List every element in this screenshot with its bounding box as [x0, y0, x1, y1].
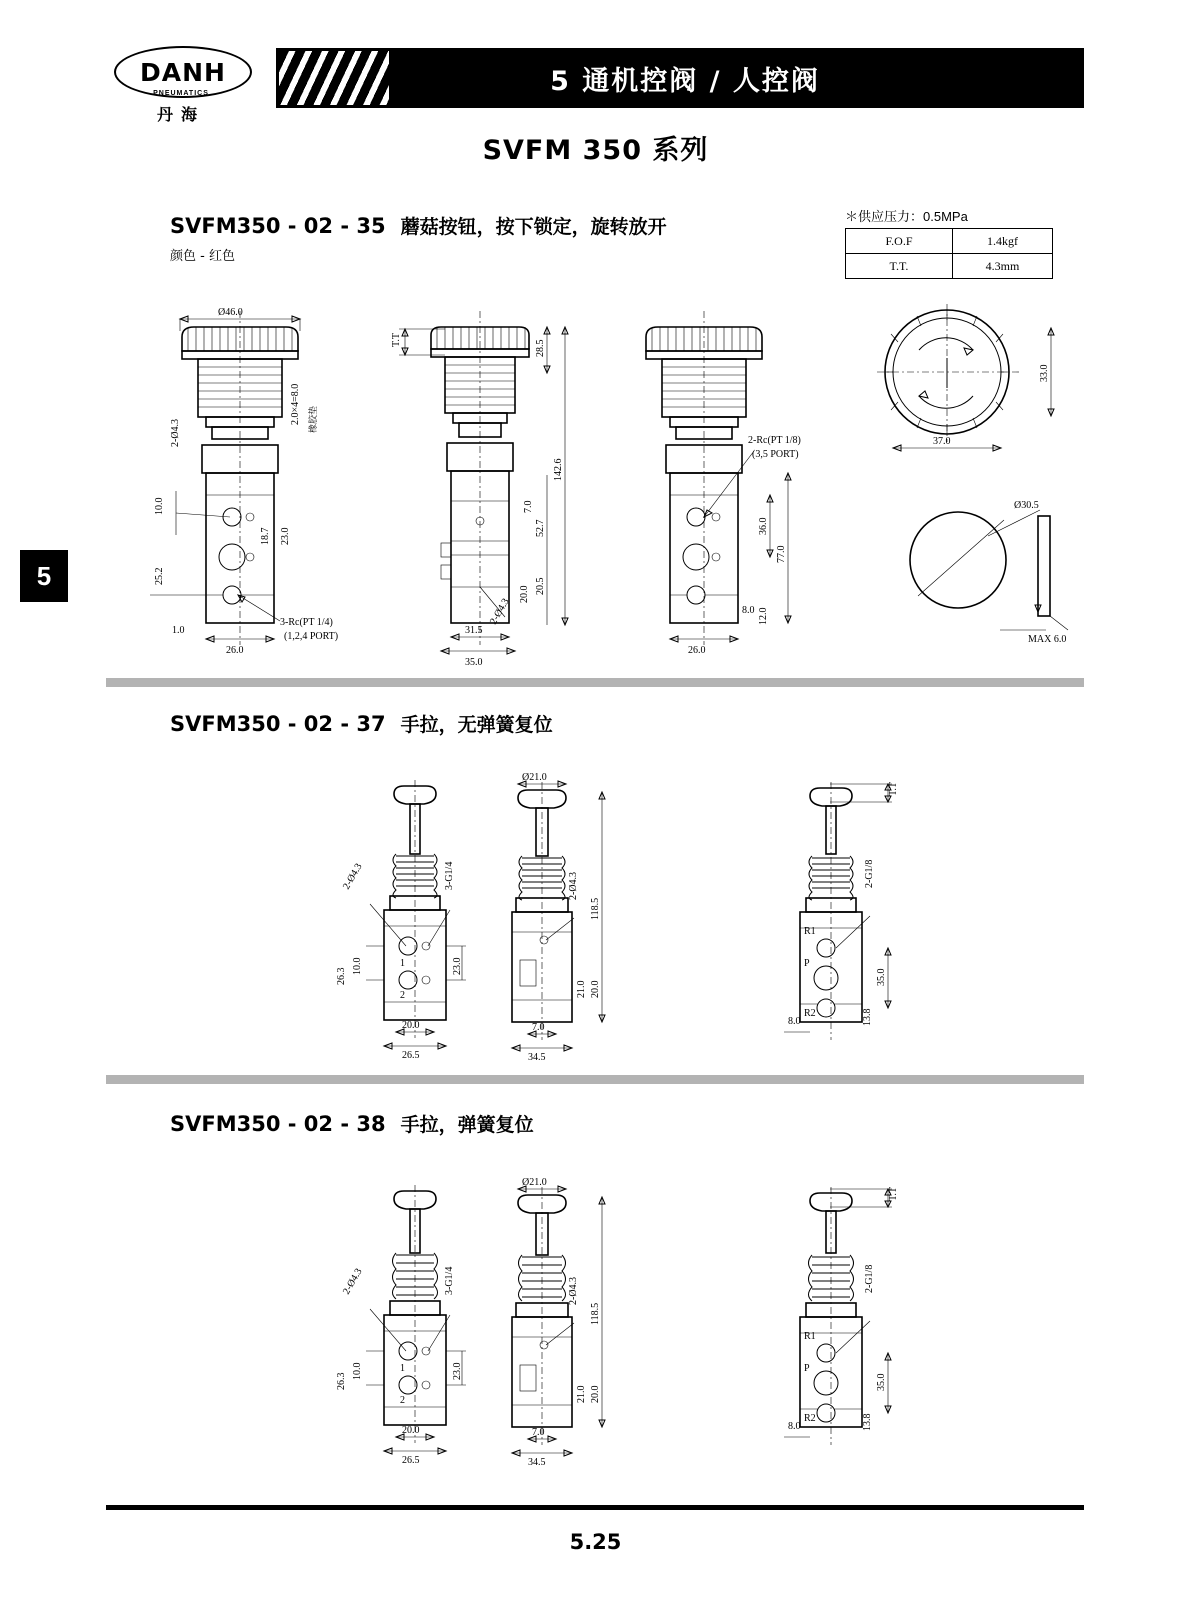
- svg-text:26.5: 26.5: [402, 1050, 420, 1060]
- section-heading-37: [170, 710, 553, 737]
- drawing-35-top-view: [855, 300, 1085, 460]
- table-row: [846, 254, 1053, 279]
- svg-text:26.3: 26.3: [336, 967, 347, 985]
- svg-text:20.0: 20.0: [590, 1385, 601, 1403]
- svg-text:1: 1: [400, 1363, 405, 1374]
- svg-text:P: P: [804, 958, 810, 969]
- svg-text:Ø21.0: Ø21.0: [522, 1177, 547, 1188]
- pressure-table: [845, 228, 1053, 279]
- svg-text:36.0: 36.0: [758, 517, 769, 535]
- brand-logo: [106, 46, 256, 126]
- svg-text:52.7: 52.7: [535, 519, 546, 537]
- section-code-35: SVFM350 - 02 - 35: [170, 214, 386, 238]
- svg-text:35.0: 35.0: [465, 657, 483, 668]
- svg-text:2-Ø4.3: 2-Ø4.3: [341, 861, 365, 892]
- svg-text:7.0: 7.0: [532, 1022, 545, 1033]
- tt-value: 4.3mm: [953, 254, 1053, 279]
- svg-text:35.0: 35.0: [876, 1373, 887, 1391]
- drawing-35-rear-view: [630, 295, 870, 675]
- svg-text:Ø30.5: Ø30.5: [1014, 500, 1039, 511]
- drawing-38-side-view: [470, 1175, 670, 1465]
- svg-text:Ø21.0: Ø21.0: [522, 772, 547, 783]
- svg-text:28.5: 28.5: [535, 339, 546, 357]
- svg-text:3-G1/4: 3-G1/4: [444, 1266, 455, 1295]
- svg-text:10.0: 10.0: [154, 497, 165, 515]
- drawing-37-side-view: [470, 770, 670, 1060]
- svg-text:8.0: 8.0: [788, 1016, 801, 1027]
- hatch-stripes-icon: [279, 51, 389, 105]
- svg-text:26.0: 26.0: [688, 645, 706, 656]
- svg-text:R1: R1: [804, 1331, 816, 1342]
- svg-text:2: 2: [400, 990, 405, 1001]
- logo-wordmark: DANH: [140, 57, 226, 87]
- svg-text:2-Ø4.3: 2-Ø4.3: [341, 1266, 365, 1297]
- logo-subtext: PNEUMATICS: [153, 90, 209, 97]
- svg-text:35.0: 35.0: [876, 968, 887, 986]
- svg-text:23.0: 23.0: [452, 957, 463, 975]
- svg-text:23.0: 23.0: [452, 1362, 463, 1380]
- svg-text:2-Ø4.3: 2-Ø4.3: [568, 871, 579, 900]
- drawing-35-side-view: [385, 295, 645, 675]
- svg-text:8.0: 8.0: [742, 605, 755, 616]
- section-divider-1: [106, 678, 1084, 687]
- svg-text:10.0: 10.0: [352, 957, 363, 975]
- svg-text:26.0: 26.0: [226, 645, 244, 656]
- svg-text:142.6: 142.6: [553, 458, 564, 481]
- svg-text:2-Ø4.3: 2-Ø4.3: [568, 1276, 579, 1305]
- drawing-38-rear-view: [770, 1175, 980, 1465]
- svg-text:10.0: 10.0: [352, 1362, 363, 1380]
- svg-text:2-Rc(PT 1/8): 2-Rc(PT 1/8): [748, 435, 801, 446]
- svg-text:1.0: 1.0: [172, 625, 185, 636]
- svg-text:7.0: 7.0: [532, 1427, 545, 1438]
- svg-text:21.0: 21.0: [576, 980, 587, 998]
- svg-text:12.0: 12.0: [758, 607, 769, 625]
- drawing-35-front-view: [120, 295, 400, 675]
- svg-text:P: P: [804, 1363, 810, 1374]
- svg-text:Ø46.0: Ø46.0: [218, 307, 243, 318]
- svg-text:20.0: 20.0: [402, 1425, 420, 1436]
- svg-text:18.7: 18.7: [260, 527, 271, 545]
- section-code-38: SVFM350 - 02 - 38: [170, 1112, 386, 1136]
- svg-text:T.T: T.T: [391, 333, 402, 347]
- svg-text:3-G1/4: 3-G1/4: [444, 861, 455, 890]
- svg-text:T.T: T.T: [888, 1187, 899, 1201]
- svg-text:20.0: 20.0: [519, 585, 530, 603]
- drawing-37-rear-view: [770, 770, 980, 1060]
- svg-text:R2: R2: [804, 1008, 816, 1019]
- svg-text:2-G1/8: 2-G1/8: [864, 859, 875, 888]
- svg-text:20.0: 20.0: [590, 980, 601, 998]
- drawing-35-gasket: [880, 490, 1080, 660]
- svg-text:20.0: 20.0: [402, 1020, 420, 1031]
- svg-text:26.3: 26.3: [336, 1372, 347, 1390]
- svg-text:20.5: 20.5: [535, 577, 546, 595]
- svg-text:34.5: 34.5: [528, 1052, 546, 1060]
- svg-text:31.5: 31.5: [465, 625, 483, 636]
- svg-text:26.5: 26.5: [402, 1455, 420, 1465]
- section-divider-2: [106, 1075, 1084, 1084]
- svg-text:118.5: 118.5: [590, 1302, 601, 1325]
- svg-text:25.2: 25.2: [154, 567, 165, 585]
- logo-chinese-name: 丹海: [156, 107, 205, 124]
- header-banner-title: 5 通机控阀 / 人控阀: [550, 65, 820, 97]
- svg-text:(3,5 PORT): (3,5 PORT): [752, 449, 799, 460]
- svg-text:R1: R1: [804, 926, 816, 937]
- section-heading-38: [170, 1110, 534, 1137]
- svg-text:33.0: 33.0: [1039, 364, 1050, 382]
- section-desc-37: 手拉，无弹簧复位: [400, 714, 553, 736]
- svg-text:34.5: 34.5: [528, 1457, 546, 1465]
- section-code-37: SVFM350 - 02 - 37: [170, 712, 386, 736]
- footer-rule: [106, 1505, 1084, 1510]
- page-header: [106, 46, 1084, 124]
- fof-value: 1.4kgf: [953, 229, 1053, 254]
- svg-text:8.0: 8.0: [788, 1421, 801, 1432]
- svg-text:2-Ø4.3: 2-Ø4.3: [170, 418, 181, 447]
- section-desc-35: 蘑菇按钮，按下锁定，旋转放开: [400, 216, 667, 238]
- supply-pressure-note: ＊供应压力：0.5MPa: [845, 209, 968, 224]
- svg-text:77.0: 77.0: [776, 545, 787, 563]
- svg-text:2: 2: [400, 1395, 405, 1406]
- svg-text:23.0: 23.0: [280, 527, 291, 545]
- section-desc-38: 手拉，弹簧复位: [400, 1114, 534, 1136]
- svg-text:2.0×4=8.0: 2.0×4=8.0: [290, 383, 301, 425]
- fof-label: F.O.F: [846, 229, 953, 254]
- section-note-35: 颜色 - 红色: [170, 249, 235, 264]
- svg-text:R2: R2: [804, 1413, 816, 1424]
- svg-text:13.8: 13.8: [862, 1413, 873, 1431]
- chapter-tab: 5: [20, 550, 68, 602]
- svg-text:2-G1/8: 2-G1/8: [864, 1264, 875, 1293]
- tt-label: T.T.: [846, 254, 953, 279]
- svg-text:MAX 6.0: MAX 6.0: [1028, 634, 1067, 645]
- page-number: 5.25: [569, 1530, 622, 1554]
- header-banner: [276, 48, 1084, 108]
- svg-text:3-Rc(PT 1/4): 3-Rc(PT 1/4): [280, 617, 333, 628]
- svg-text:21.0: 21.0: [576, 1385, 587, 1403]
- section-heading-35: [170, 212, 667, 264]
- svg-text:2-Ø4.3: 2-Ø4.3: [488, 596, 512, 627]
- svg-text:13.8: 13.8: [862, 1008, 873, 1026]
- svg-text:118.5: 118.5: [590, 897, 601, 920]
- page-title: SVFM 350 系列: [482, 135, 709, 166]
- svg-text:(1,2,4 PORT): (1,2,4 PORT): [284, 631, 339, 642]
- svg-text:1: 1: [400, 958, 405, 969]
- table-row: [846, 229, 1053, 254]
- svg-text:T.T: T.T: [888, 782, 899, 796]
- svg-text:37.0: 37.0: [933, 436, 951, 447]
- svg-text:橡胶垫: 橡胶垫: [309, 405, 319, 433]
- svg-text:7.0: 7.0: [523, 500, 534, 513]
